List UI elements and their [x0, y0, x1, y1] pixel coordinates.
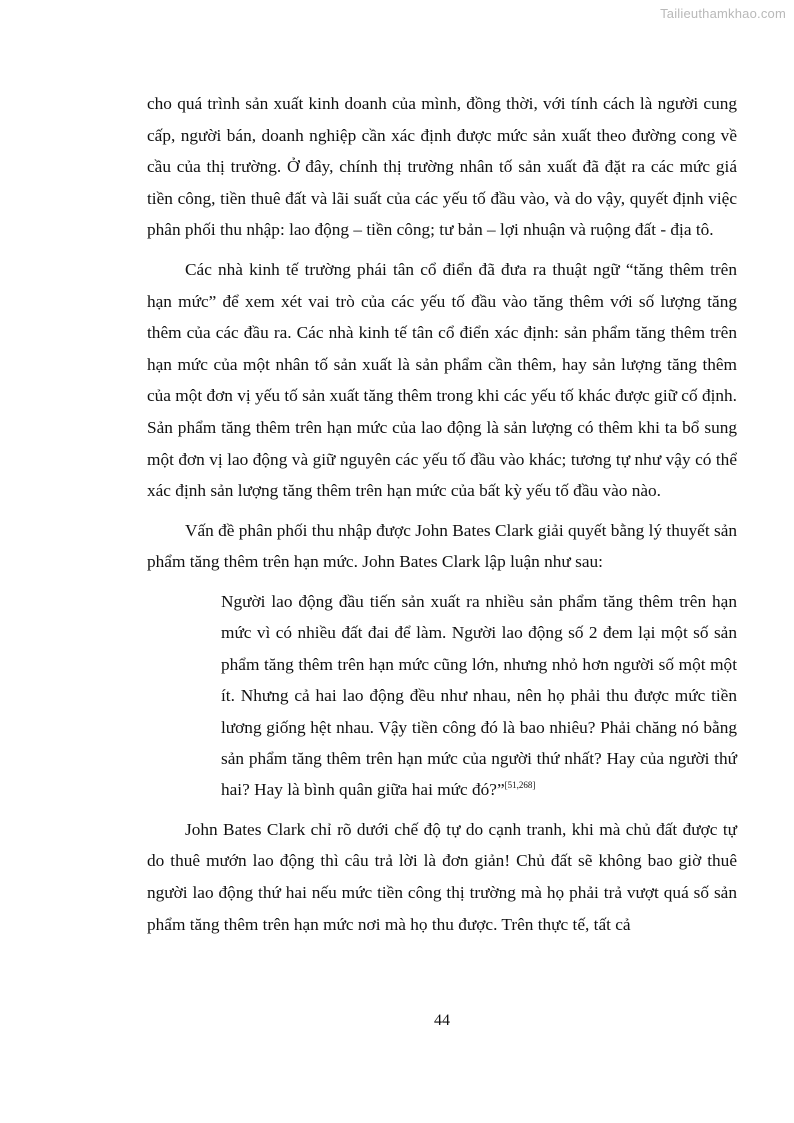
- watermark: Tailieuthamkhao.com: [660, 6, 786, 21]
- paragraph-1: cho quá trình sản xuất kinh doanh của mình, đồng thời, với tính cách là người cung cấp, người bán, doanh nghiệp cần xác định được mức sản xuất theo đường cong về cầu của thị trường. Ở đây, chính thị trường nhân tố sản xuất đã đặt ra các mức giá tiền công, tiền thuê đất và lãi suất của các yếu tố đầu vào, và do vậy, quyết định việc phân phối thu nhập: lao động – tiền công; tư bản – lợi nhuận và ruộng đất - địa tô.: [147, 94, 737, 240]
- document-body: [147, 88, 737, 940]
- paragraph-2: Các nhà kinh tế trường phái tân cổ điển đã đưa ra thuật ngữ “tăng thêm trên hạn mức” để xem xét vai trò của các yếu tố đầu vào tăng thêm với số lượng tăng thêm của các đầu ra. Các nhà kinh tế tân cổ điển xác định: sản phẩm tăng thêm trên hạn mức của một nhân tố sản xuất là sản phẩm cần thêm, hay sản lượng tăng thêm của một đơn vị yếu tố sản xuất tăng thêm trong khi các yếu tố khác được giữ cố định. Sản phẩm tăng thêm trên hạn mức của lao động là sản lượng có thêm khi ta bổ sung một đơn vị lao động và giữ nguyên các yếu tố đầu vào khác; tương tự như vậy có thể xác định sản lượng tăng thêm trên hạn mức của bất kỳ yếu tố đầu vào nào.: [147, 259, 737, 501]
- block-quote: [221, 586, 737, 806]
- citation: [51,268]: [504, 780, 536, 791]
- quote-text: Người lao động đầu tiến sản xuất ra nhiều sản phẩm tăng thêm trên hạn mức vì có nhiều đất đai để làm. Người lao động số 2 đem lại một số sản phẩm tăng thêm trên hạn mức cũng lớn, nhưng nhỏ hơn người số một một ít. Nhưng cả hai lao động đều như nhau, nên họ phải thu được mức tiền lương giống hệt nhau. Vậy tiền công đó là bao nhiêu? Phải chăng nó bằng sản phẩm tăng thêm trên hạn mức của người thứ nhất? Hay của người thứ hai? Hay là bình quân giữa hai mức đó?”: [221, 591, 737, 800]
- page-number: 44: [434, 1012, 450, 1029]
- paragraph-4: John Bates Clark chỉ rõ dưới chế độ tự do cạnh tranh, khi mà chủ đất được tự do thuê mướn lao động thì câu trả lời là đơn giản! Chủ đất sẽ không bao giờ thuê người lao động thứ hai nếu mức tiền công thị trường mà họ phải trả vượt quá số sản phẩm tăng thêm trên hạn mức nơi mà họ thu được. Trên thực tế, tất cả: [147, 819, 737, 934]
- paragraph-3: Vấn đề phân phối thu nhập được John Bates Clark giải quyết bằng lý thuyết sản phẩm tăng thêm trên hạn mức. John Bates Clark lập luận như sau:: [147, 520, 737, 572]
